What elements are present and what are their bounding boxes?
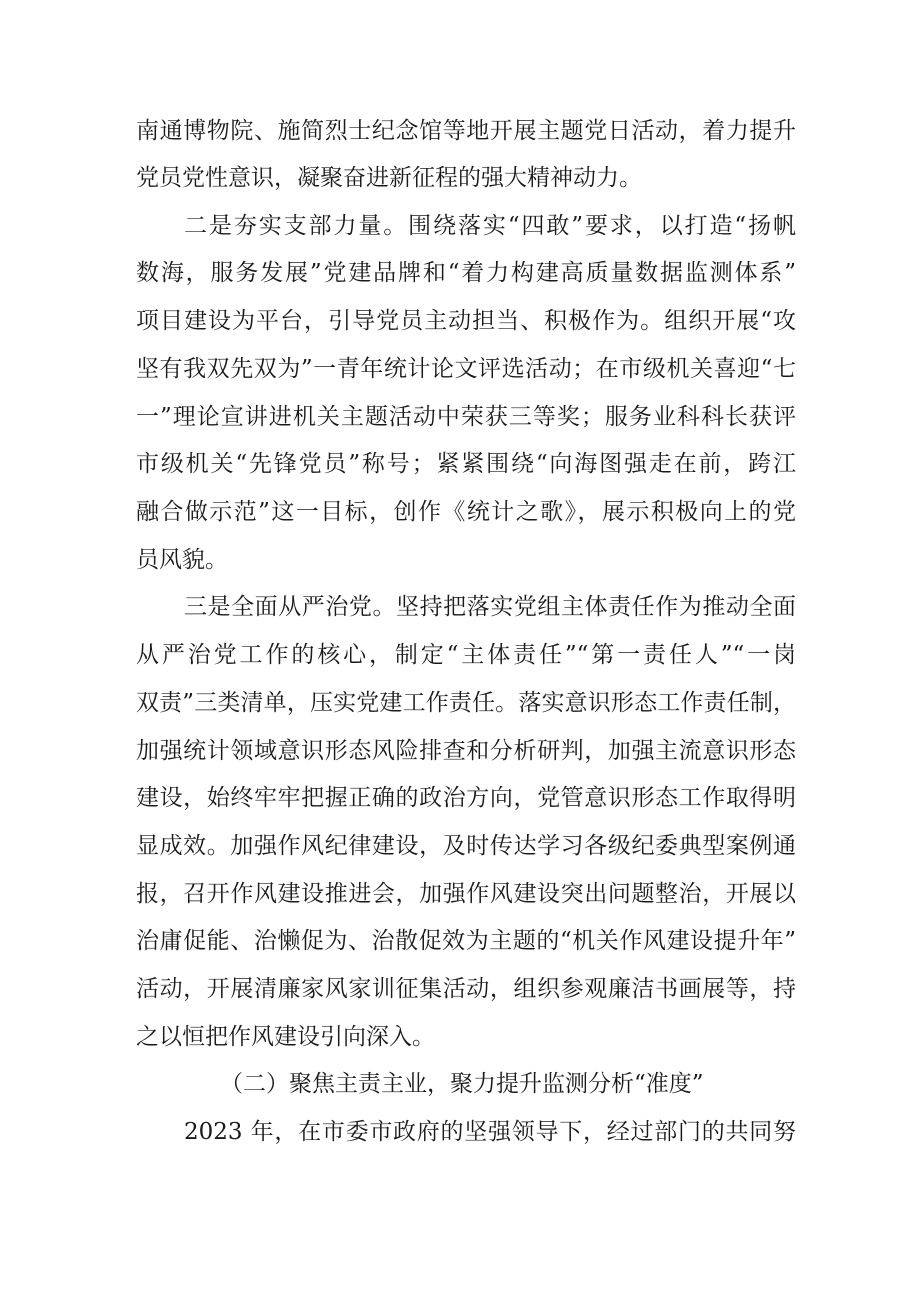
text-line: 员风貌。 — [136, 547, 228, 573]
text-line: 报，召开作风建设推进会，加强作风建设突出问题整治，开展以 — [136, 881, 796, 907]
paragraph-first-line: 二是夯实支部力量。围绕落实“四敢”要求，以打造“扬帆 — [184, 213, 796, 239]
text-line: 显成效。加强作风纪律建设，及时传达学习各级纪委典型案例通 — [136, 833, 796, 859]
text-line: 治庸促能、治懒促为、治散促效为主题的“机关作风建设提升年” — [136, 928, 796, 954]
text-line: 融合做示范”这一目标，创作《统计之歌》，展示积极向上的党 — [136, 499, 796, 525]
text-line: 双责”三类清单，压实党建工作责任。落实意识形态工作责任制， — [136, 690, 796, 716]
text-line: 党员党性意识，凝聚奋进新征程的强大精神动力。 — [136, 165, 642, 191]
text-line: 加强统计领域意识形态风险排查和分析研判，加强主流意识形态 — [136, 738, 796, 764]
text-line: 南通博物院、施简烈士纪念馆等地开展主题党日活动，着力提升 — [136, 118, 796, 144]
text-line: 数海，服务发展”党建品牌和“着力构建高质量数据监测体系” — [136, 260, 796, 286]
text-line: 从严治党工作的核心，制定“主体责任”“第一责任人”“一岗 — [136, 642, 796, 668]
text-line: 市级机关“先锋党员”称号；紧紧围绕“向海图强走在前，跨江 — [136, 451, 796, 477]
text-line: 建设，始终牢牢把握正确的政治方向，党管意识形态工作取得明 — [136, 785, 796, 811]
text-line: 之以恒把作风建设引向深入。 — [136, 1024, 435, 1050]
paragraph-first-line: 三是全面从严治党。坚持把落实党组主体责任作为推动全面 — [184, 594, 796, 620]
text-line: 坚有我双先双为”一青年统计论文评选活动；在市级机关喜迎“七 — [136, 356, 796, 382]
text-line: 项目建设为平台，引导党员主动担当、积极作为。组织开展“攻 — [136, 308, 796, 334]
text-line: 活动，开展清廉家风家训征集活动，组织参观廉洁书画展等，持 — [136, 976, 796, 1002]
section-heading: （二）聚焦主责主业，聚力提升监测分析“准度” — [220, 1071, 704, 1097]
paragraph-first-line: 2023 年，在市委市政府的坚强领导下，经过部门的共同努 — [184, 1119, 796, 1145]
text-line: 一”理论宣讲进机关主题活动中荣获三等奖；服务业科科长获评 — [136, 404, 796, 430]
